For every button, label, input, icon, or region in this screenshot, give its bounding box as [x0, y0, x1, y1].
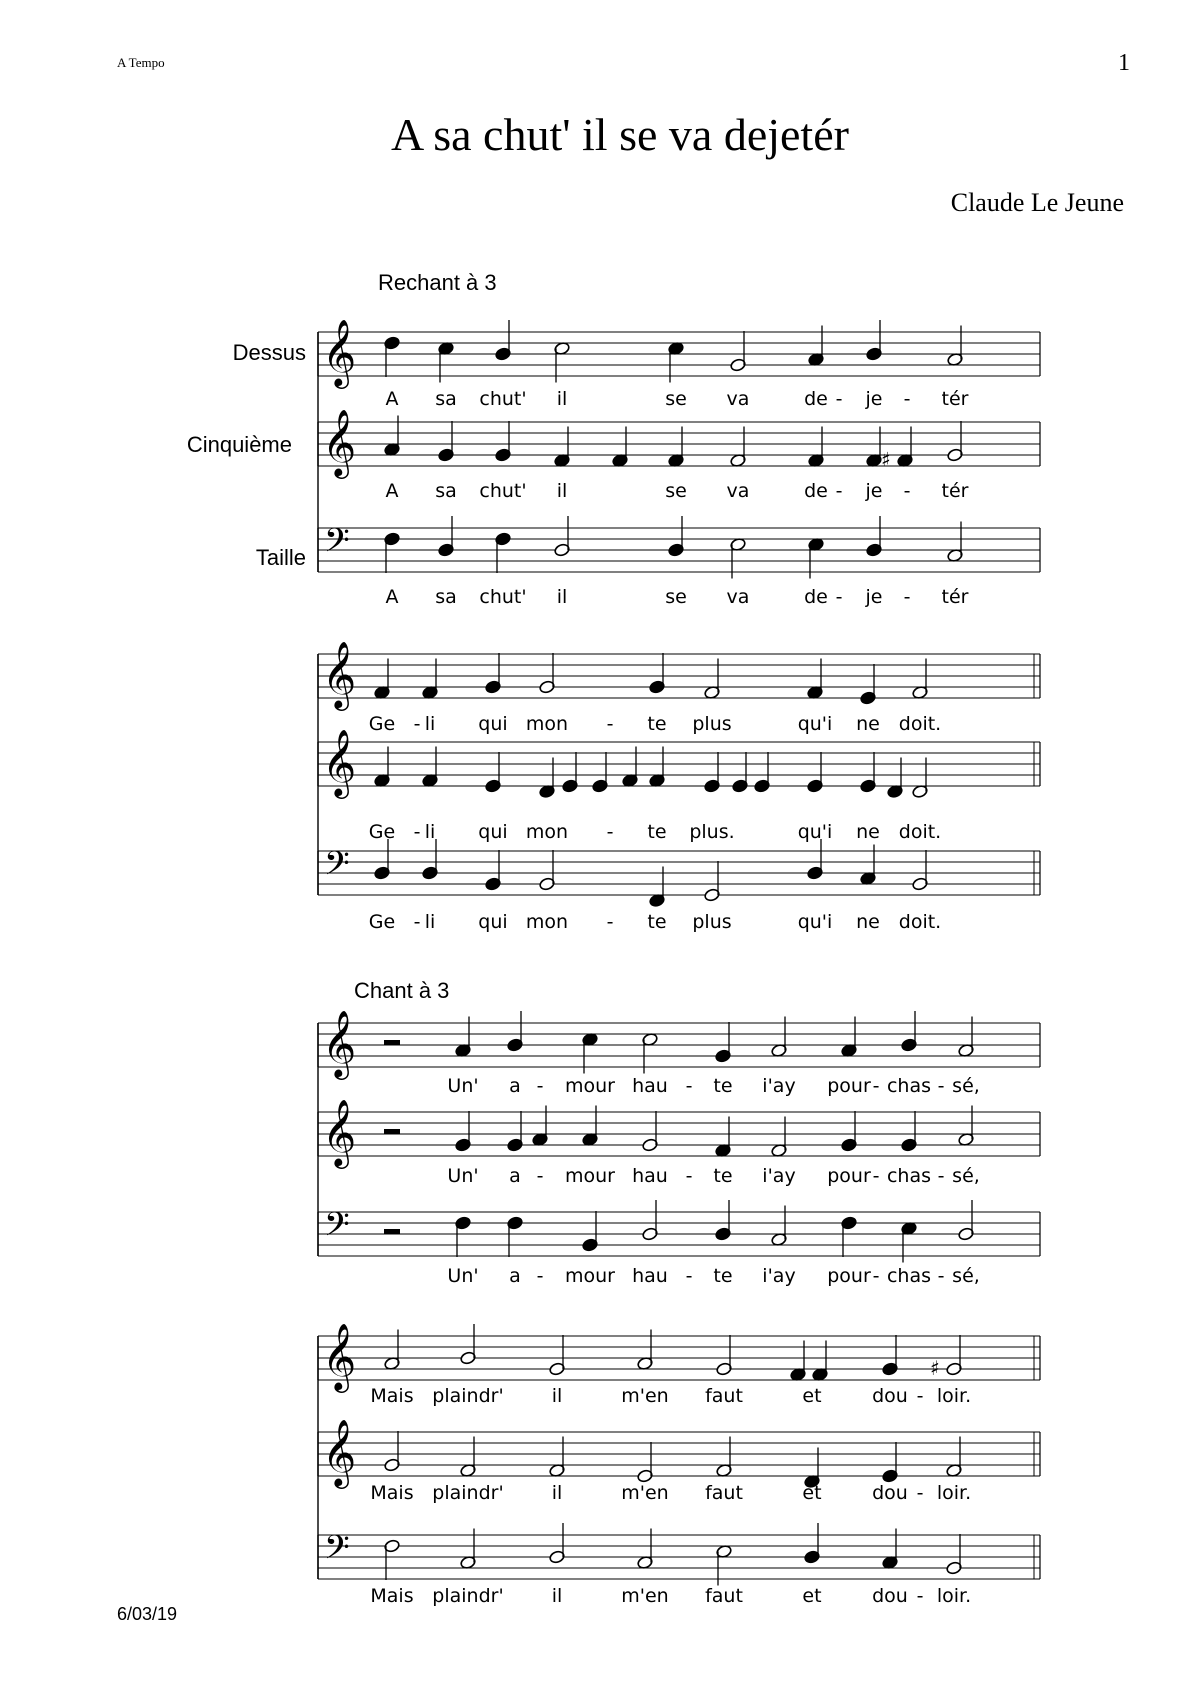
voice-label-taille: Taille — [255, 545, 306, 570]
lyric-syllable: - — [835, 388, 843, 410]
page-title: A sa chut' il se va dejetér — [391, 109, 849, 160]
lyric-syllable: loir. — [936, 1385, 972, 1407]
lyric-syllable: Mais — [370, 1482, 414, 1504]
lyric-syllable: - — [916, 1585, 924, 1607]
lyric-syllable: loir. — [936, 1482, 972, 1504]
lyric-syllable: - — [685, 1075, 693, 1097]
staff — [318, 1418, 1040, 1504]
lyric-syllable: dou — [872, 1585, 908, 1607]
voice-label-dessus: Dessus — [232, 340, 306, 365]
lyric-syllable: va — [726, 480, 750, 502]
lyric-syllable: mour — [565, 1075, 615, 1097]
lyric-syllable: A — [385, 388, 399, 410]
staff — [318, 516, 1040, 608]
lyric-syllable: te — [647, 911, 667, 933]
lyric-syllable: pour — [827, 1075, 871, 1097]
voice-label-cinquieme: Cinquième — [186, 432, 292, 457]
lyric-syllable: - — [685, 1165, 693, 1187]
lyric-syllable: sé, — [952, 1165, 980, 1187]
lyric-syllable: va — [726, 388, 750, 410]
lyric-syllable: - — [916, 1482, 924, 1504]
staff — [318, 728, 1040, 843]
lyric-syllable: Ge — [368, 713, 396, 735]
lyric-syllable: i'ay — [762, 1165, 796, 1187]
lyric-syllable: sé, — [952, 1265, 980, 1287]
lyric-syllable: chut' — [479, 480, 527, 502]
lyric-syllable: te — [713, 1075, 733, 1097]
lyric-syllable: - — [937, 1075, 945, 1097]
lyric-syllable: mour — [565, 1265, 615, 1287]
lyric-syllable: je — [865, 480, 883, 502]
lyric-syllable: - — [536, 1075, 544, 1097]
lyric-syllable: plaindr' — [432, 1385, 504, 1407]
composer-name: Claude Le Jeune — [950, 188, 1124, 217]
lyric-syllable: mon — [525, 911, 569, 933]
lyric-syllable: m'en — [621, 1482, 669, 1504]
lyric-syllable: te — [713, 1265, 733, 1287]
lyric-syllable: te — [647, 713, 667, 735]
lyric-syllable: Ge — [368, 821, 396, 843]
lyric-syllable: - — [835, 586, 843, 608]
lyric-syllable: tér — [941, 388, 969, 410]
treble-clef-icon: 𝄞 — [322, 1418, 357, 1486]
lyric-syllable: sé, — [952, 1075, 980, 1097]
lyric-syllable: se — [665, 480, 687, 502]
lyric-syllable: tér — [941, 480, 969, 502]
lyric-syllable: dou — [872, 1385, 908, 1407]
lyric-syllable: - — [413, 821, 421, 843]
bass-clef-icon: 𝄢 — [324, 845, 350, 891]
lyric-syllable: ne — [856, 821, 880, 843]
lyric-syllable: ne — [856, 713, 880, 735]
sharp-icon: ♯ — [930, 1356, 940, 1380]
lyric-syllable: i'ay — [762, 1075, 796, 1097]
bass-clef-icon: 𝄢 — [324, 1529, 350, 1575]
section-label-chant: Chant à 3 — [354, 978, 450, 1003]
lyric-syllable: Mais — [370, 1385, 414, 1407]
lyric-syllable: il — [556, 388, 568, 410]
lyric-syllable: li — [424, 713, 436, 735]
lyric-syllable: li — [424, 911, 436, 933]
lyric-syllable: ne — [856, 911, 880, 933]
lyric-syllable: se — [665, 586, 687, 608]
lyric-syllable: sa — [435, 480, 457, 502]
lyric-syllable: plus — [692, 713, 732, 735]
lyric-syllable: chut' — [479, 586, 527, 608]
staff — [318, 1009, 1040, 1097]
staff — [318, 1322, 1040, 1407]
treble-clef-icon: 𝄞 — [322, 318, 357, 386]
lyric-syllable: qu'i — [797, 821, 833, 843]
lyric-syllable: li — [424, 821, 436, 843]
lyric-syllable: - — [872, 1165, 880, 1187]
lyric-syllable: doit. — [898, 821, 942, 843]
staff — [318, 640, 1040, 735]
lyric-syllable: chas — [886, 1165, 932, 1187]
lyric-syllable: il — [556, 586, 568, 608]
lyric-syllable: qu'i — [797, 713, 833, 735]
lyric-syllable: de — [804, 586, 828, 608]
lyric-syllable: plus — [692, 911, 732, 933]
lyric-syllable: - — [413, 713, 421, 735]
lyric-syllable: a — [509, 1165, 521, 1187]
lyric-syllable: il — [551, 1482, 563, 1504]
lyric-syllable: hau — [632, 1265, 668, 1287]
lyric-syllable: i'ay — [762, 1265, 796, 1287]
staff — [318, 408, 1040, 502]
treble-clef-icon: 𝄞 — [322, 1322, 357, 1390]
lyric-syllable: plus. — [689, 821, 735, 843]
lyric-syllable: - — [872, 1265, 880, 1287]
half-rest-icon — [384, 1229, 400, 1234]
lyric-syllable: il — [556, 480, 568, 502]
lyric-syllable: je — [865, 586, 883, 608]
lyric-syllable: - — [872, 1075, 880, 1097]
footer-date: 6/03/19 — [117, 1604, 178, 1624]
treble-clef-icon: 𝄞 — [322, 1009, 357, 1077]
staff — [318, 318, 1040, 410]
lyric-syllable: - — [606, 911, 614, 933]
lyric-syllable: chas — [886, 1265, 932, 1287]
lyric-syllable: a — [509, 1075, 521, 1097]
lyric-syllable: a — [509, 1265, 521, 1287]
lyric-syllable: faut — [705, 1482, 743, 1504]
lyric-syllable: loir. — [936, 1585, 972, 1607]
lyric-syllable: mon — [525, 713, 569, 735]
lyric-syllable: qui — [478, 821, 508, 843]
lyric-syllable: - — [536, 1265, 544, 1287]
lyric-syllable: doit. — [898, 911, 942, 933]
lyric-syllable: chas — [886, 1075, 932, 1097]
lyric-syllable: se — [665, 388, 687, 410]
lyric-syllable: plaindr' — [432, 1585, 504, 1607]
treble-clef-icon: 𝄞 — [322, 640, 357, 708]
treble-clef-icon: 𝄞 — [322, 1098, 357, 1166]
lyric-syllable: pour — [827, 1165, 871, 1187]
lyric-syllable: Un' — [447, 1165, 479, 1187]
lyric-syllable: - — [937, 1165, 945, 1187]
lyric-syllable: te — [647, 821, 667, 843]
lyric-syllable: te — [713, 1165, 733, 1187]
lyric-syllable: sa — [435, 388, 457, 410]
lyric-syllable: sa — [435, 586, 457, 608]
lyric-syllable: A — [385, 480, 399, 502]
lyric-syllable: faut — [705, 1585, 743, 1607]
lyric-syllable: Ge — [368, 911, 396, 933]
lyric-syllable: chut' — [479, 388, 527, 410]
lyric-syllable: - — [835, 480, 843, 502]
lyric-syllable: - — [937, 1265, 945, 1287]
sharp-icon: ♯ — [881, 447, 891, 472]
lyric-syllable: - — [916, 1385, 924, 1407]
lyric-syllable: dou — [872, 1482, 908, 1504]
bass-clef-icon: 𝄢 — [324, 522, 350, 568]
half-rest-icon — [384, 1129, 400, 1134]
lyric-syllable: pour — [827, 1265, 871, 1287]
lyric-syllable: et — [802, 1585, 822, 1607]
lyric-syllable: mour — [565, 1165, 615, 1187]
lyric-syllable: et — [802, 1385, 822, 1407]
lyric-syllable: m'en — [621, 1585, 669, 1607]
lyric-syllable: Un' — [447, 1265, 479, 1287]
lyric-syllable: mon — [525, 821, 569, 843]
staff — [318, 1098, 1040, 1187]
lyric-syllable: - — [413, 911, 421, 933]
lyric-syllable: tér — [941, 586, 969, 608]
lyric-syllable: qui — [478, 911, 508, 933]
staff — [318, 1523, 1040, 1607]
header-tempo: A Tempo — [117, 55, 165, 70]
lyric-syllable: de — [804, 480, 828, 502]
lyric-syllable: doit. — [898, 713, 942, 735]
lyric-syllable: - — [903, 586, 911, 608]
lyric-syllable: il — [551, 1585, 563, 1607]
lyric-syllable: Un' — [447, 1075, 479, 1097]
lyric-syllable: de — [804, 388, 828, 410]
lyric-syllable: il — [551, 1385, 563, 1407]
lyric-syllable: Mais — [370, 1585, 414, 1607]
lyric-syllable: - — [606, 713, 614, 735]
lyric-syllable: hau — [632, 1165, 668, 1187]
lyric-syllable: faut — [705, 1385, 743, 1407]
lyric-syllable: - — [536, 1165, 544, 1187]
lyric-syllable: A — [385, 586, 399, 608]
staff — [318, 839, 1040, 933]
lyric-syllable: je — [865, 388, 883, 410]
bass-clef-icon: 𝄢 — [324, 1206, 350, 1252]
lyric-syllable: plaindr' — [432, 1482, 504, 1504]
treble-clef-icon: 𝄞 — [322, 408, 357, 476]
lyric-syllable: - — [903, 388, 911, 410]
treble-clef-icon: 𝄞 — [322, 728, 357, 796]
lyric-syllable: et — [802, 1482, 822, 1504]
staff — [318, 1200, 1040, 1287]
lyric-syllable: - — [606, 821, 614, 843]
lyric-syllable: m'en — [621, 1385, 669, 1407]
section-label-rechant: Rechant à 3 — [378, 270, 497, 295]
lyric-syllable: hau — [632, 1075, 668, 1097]
lyric-syllable: va — [726, 586, 750, 608]
lyric-syllable: - — [685, 1265, 693, 1287]
lyric-syllable: qui — [478, 713, 508, 735]
half-rest-icon — [384, 1040, 400, 1045]
lyric-syllable: qu'i — [797, 911, 833, 933]
page-number: 1 — [1118, 50, 1130, 76]
lyric-syllable: - — [903, 480, 911, 502]
